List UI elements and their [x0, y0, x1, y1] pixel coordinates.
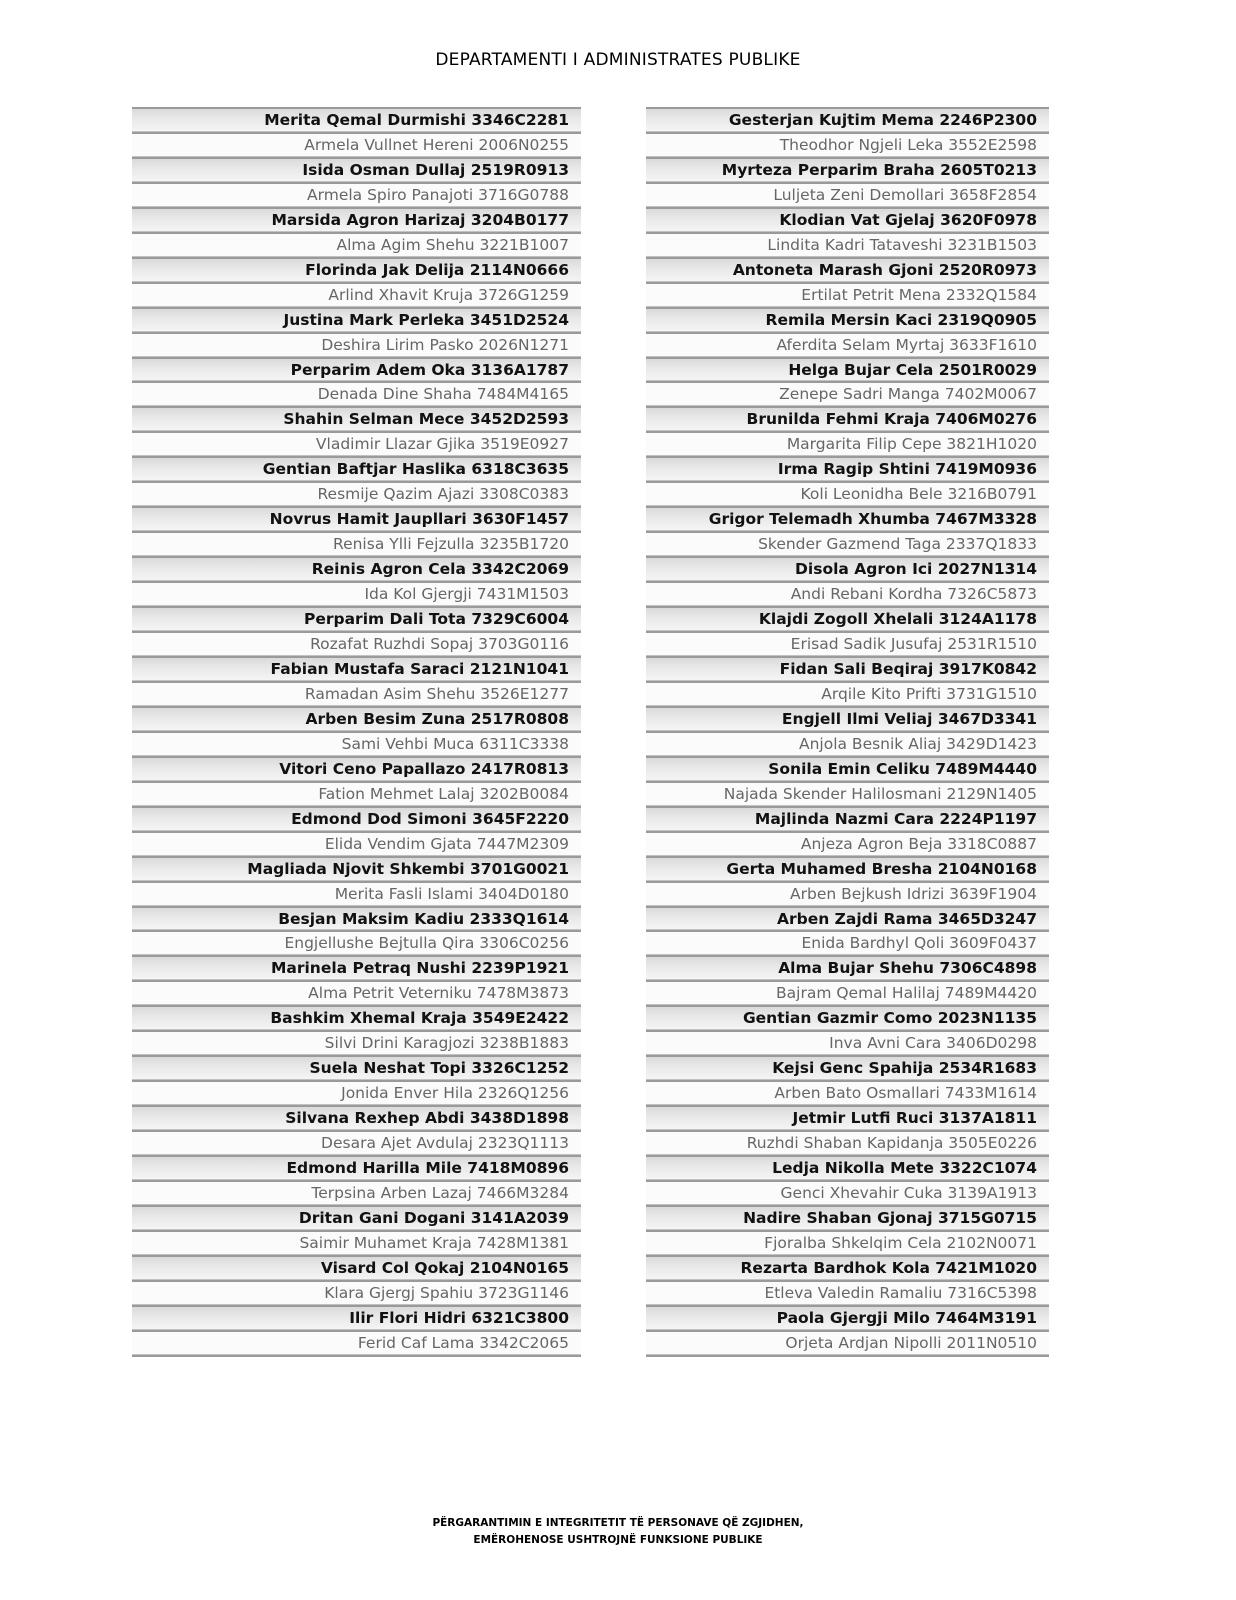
footer-line-1: PËRGARANTIMIN E INTEGRITETIT TË PERSONAVE QË ZGJIDHEN, [432, 1517, 804, 1529]
table-row: Brunilda Fehmi Kraja 7406M0276 [646, 406, 1049, 431]
table-row: Grigor Telemadh Xhumba 7467M3328 [646, 506, 1049, 531]
table-row: Fjoralba Shkelqim Cela 2102N0071 [646, 1230, 1049, 1255]
table-row: Novrus Hamit Jaupllari 3630F1457 [132, 506, 581, 531]
table-row: Magliada Njovit Shkembi 3701G0021 [132, 856, 581, 881]
table-row: Ilir Flori Hidri 6321C3800 [132, 1305, 581, 1330]
table-row: Najada Skender Halilosmani 2129N1405 [646, 781, 1049, 806]
table-row: Paola Gjergji Milo 7464M3191 [646, 1305, 1049, 1330]
table-row: Sonila Emin Celiku 7489M4440 [646, 756, 1049, 781]
table-row: Etleva Valedin Ramaliu 7316C5398 [646, 1280, 1049, 1305]
table-row: Fation Mehmet Lalaj 3202B0084 [132, 781, 581, 806]
table-row: Genci Xhevahir Cuka 3139A1913 [646, 1180, 1049, 1205]
table-row: Saimir Muhamet Kraja 7428M1381 [132, 1230, 581, 1255]
table-row: Koli Leonidha Bele 3216B0791 [646, 481, 1049, 506]
table-row: Disola Agron Ici 2027N1314 [646, 556, 1049, 581]
table-row: Orjeta Ardjan Nipolli 2011N0510 [646, 1330, 1049, 1355]
table-row: Arben Bato Osmallari 7433M1614 [646, 1080, 1049, 1105]
table-row: Gentian Baftjar Haslika 6318C3635 [132, 456, 581, 481]
table-row: Fabian Mustafa Saraci 2121N1041 [132, 656, 581, 681]
table-row: Bashkim Xhemal Kraja 3549E2422 [132, 1005, 581, 1030]
table-row: Helga Bujar Cela 2501R0029 [646, 357, 1049, 382]
table-row: Arben Bejkush Idrizi 3639F1904 [646, 881, 1049, 906]
table-row: Arben Zajdi Rama 3465D3247 [646, 906, 1049, 931]
table-row: Shahin Selman Mece 3452D2593 [132, 406, 581, 431]
table-row: Engjell Ilmi Veliaj 3467D3341 [646, 706, 1049, 731]
table-row: Ferid Caf Lama 3342C2065 [132, 1330, 581, 1355]
table-row: Anjeza Agron Beja 3318C0887 [646, 831, 1049, 856]
table-row: Engjellushe Bejtulla Qira 3306C0256 [132, 930, 581, 955]
table-row: Justina Mark Perleka 3451D2524 [132, 307, 581, 332]
table-row: Arlind Xhavit Kruja 3726G1259 [132, 282, 581, 307]
table-row: Marsida Agron Harizaj 3204B0177 [132, 207, 581, 232]
table-row: Perparim Dali Tota 7329C6004 [132, 606, 581, 631]
table-row: Armela Vullnet Hereni 2006N0255 [132, 132, 581, 157]
table-row: Alma Bujar Shehu 7306C4898 [646, 955, 1049, 980]
table-row: Zenepe Sadri Manga 7402M0067 [646, 381, 1049, 406]
table-row: Nadire Shaban Gjonaj 3715G0715 [646, 1205, 1049, 1230]
table-row: Denada Dine Shaha 7484M4165 [132, 381, 581, 406]
table-row: Sami Vehbi Muca 6311C3338 [132, 731, 581, 756]
table-row: Margarita Filip Cepe 3821H1020 [646, 431, 1049, 456]
table-row: Lindita Kadri Tataveshi 3231B1503 [646, 232, 1049, 257]
table-row: Florinda Jak Delija 2114N0666 [132, 257, 581, 282]
column-bottom-rule [132, 1355, 581, 1357]
footer-line-2: EMËROHENOSE USHTROJNË FUNKSIONE PUBLIKE [473, 1534, 763, 1546]
table-row: Klajdi Zogoll Xhelali 3124A1178 [646, 606, 1049, 631]
table-row: Andi Rebani Kordha 7326C5873 [646, 581, 1049, 606]
table-row: Ertilat Petrit Mena 2332Q1584 [646, 282, 1049, 307]
table-row: Silvana Rexhep Abdi 3438D1898 [132, 1105, 581, 1130]
table-row: Reinis Agron Cela 3342C2069 [132, 556, 581, 581]
right-name-column [646, 107, 1049, 1357]
table-row: Gesterjan Kujtim Mema 2246P2300 [646, 107, 1049, 132]
table-row: Renisa Ylli Fejzulla 3235B1720 [132, 531, 581, 556]
table-row: Aferdita Selam Myrtaj 3633F1610 [646, 332, 1049, 357]
table-row: Alma Petrit Veterniku 7478M3873 [132, 980, 581, 1005]
table-row: Armela Spiro Panajoti 3716G0788 [132, 182, 581, 207]
table-row: Besjan Maksim Kadiu 2333Q1614 [132, 906, 581, 931]
table-row: Ledja Nikolla Mete 3322C1074 [646, 1155, 1049, 1180]
table-row: Gerta Muhamed Bresha 2104N0168 [646, 856, 1049, 881]
table-row: Vladimir Llazar Gjika 3519E0927 [132, 431, 581, 456]
table-row: Kejsi Genc Spahija 2534R1683 [646, 1055, 1049, 1080]
table-row: Suela Neshat Topi 3326C1252 [132, 1055, 581, 1080]
table-row: Resmije Qazim Ajazi 3308C0383 [132, 481, 581, 506]
table-row: Arqile Kito Prifti 3731G1510 [646, 681, 1049, 706]
table-row: Myrteza Perparim Braha 2605T0213 [646, 157, 1049, 182]
table-row: Irma Ragip Shtini 7419M0936 [646, 456, 1049, 481]
table-row: Ida Kol Gjergji 7431M1503 [132, 581, 581, 606]
table-row: Elida Vendim Gjata 7447M2309 [132, 831, 581, 856]
table-row: Remila Mersin Kaci 2319Q0905 [646, 307, 1049, 332]
table-row: Inva Avni Cara 3406D0298 [646, 1030, 1049, 1055]
table-row: Terpsina Arben Lazaj 7466M3284 [132, 1180, 581, 1205]
table-row: Dritan Gani Dogani 3141A2039 [132, 1205, 581, 1230]
table-row: Antoneta Marash Gjoni 2520R0973 [646, 257, 1049, 282]
table-row: Luljeta Zeni Demollari 3658F2854 [646, 182, 1049, 207]
table-row: Arben Besim Zuna 2517R0808 [132, 706, 581, 731]
table-row: Enida Bardhyl Qoli 3609F0437 [646, 930, 1049, 955]
table-row: Desara Ajet Avdulaj 2323Q1113 [132, 1130, 581, 1155]
table-row: Ramadan Asim Shehu 3526E1277 [132, 681, 581, 706]
table-row: Merita Fasli Islami 3404D0180 [132, 881, 581, 906]
table-row: Merita Qemal Durmishi 3346C2281 [132, 107, 581, 132]
table-row: Deshira Lirim Pasko 2026N1271 [132, 332, 581, 357]
table-row: Majlinda Nazmi Cara 2224P1197 [646, 806, 1049, 831]
table-row: Rezarta Bardhok Kola 7421M1020 [646, 1255, 1049, 1280]
table-row: Edmond Dod Simoni 3645F2220 [132, 806, 581, 831]
table-row: Alma Agim Shehu 3221B1007 [132, 232, 581, 257]
table-row: Perparim Adem Oka 3136A1787 [132, 357, 581, 382]
table-row: Klodian Vat Gjelaj 3620F0978 [646, 207, 1049, 232]
table-row: Klara Gjergj Spahiu 3723G1146 [132, 1280, 581, 1305]
table-row: Isida Osman Dullaj 2519R0913 [132, 157, 581, 182]
table-row: Bajram Qemal Halilaj 7489M4420 [646, 980, 1049, 1005]
footer [0, 1515, 1236, 1549]
table-row: Marinela Petraq Nushi 2239P1921 [132, 955, 581, 980]
page-title: DEPARTAMENTI I ADMINISTRATES PUBLIKE [435, 50, 801, 70]
table-row: Skender Gazmend Taga 2337Q1833 [646, 531, 1049, 556]
table-row: Ruzhdi Shaban Kapidanja 3505E0226 [646, 1130, 1049, 1155]
table-row: Vitori Ceno Papallazo 2417R0813 [132, 756, 581, 781]
table-row: Erisad Sadik Jusufaj 2531R1510 [646, 631, 1049, 656]
left-name-column [132, 107, 581, 1357]
table-row: Jonida Enver Hila 2326Q1256 [132, 1080, 581, 1105]
table-row: Theodhor Ngjeli Leka 3552E2598 [646, 132, 1049, 157]
table-row: Edmond Harilla Mile 7418M0896 [132, 1155, 581, 1180]
table-row: Anjola Besnik Aliaj 3429D1423 [646, 731, 1049, 756]
table-row: Silvi Drini Karagjozi 3238B1883 [132, 1030, 581, 1055]
table-row: Rozafat Ruzhdi Sopaj 3703G0116 [132, 631, 581, 656]
table-row: Jetmir Lutfi Ruci 3137A1811 [646, 1105, 1049, 1130]
table-row: Visard Col Qokaj 2104N0165 [132, 1255, 581, 1280]
table-row: Gentian Gazmir Como 2023N1135 [646, 1005, 1049, 1030]
column-bottom-rule [646, 1355, 1049, 1357]
table-row: Fidan Sali Beqiraj 3917K0842 [646, 656, 1049, 681]
